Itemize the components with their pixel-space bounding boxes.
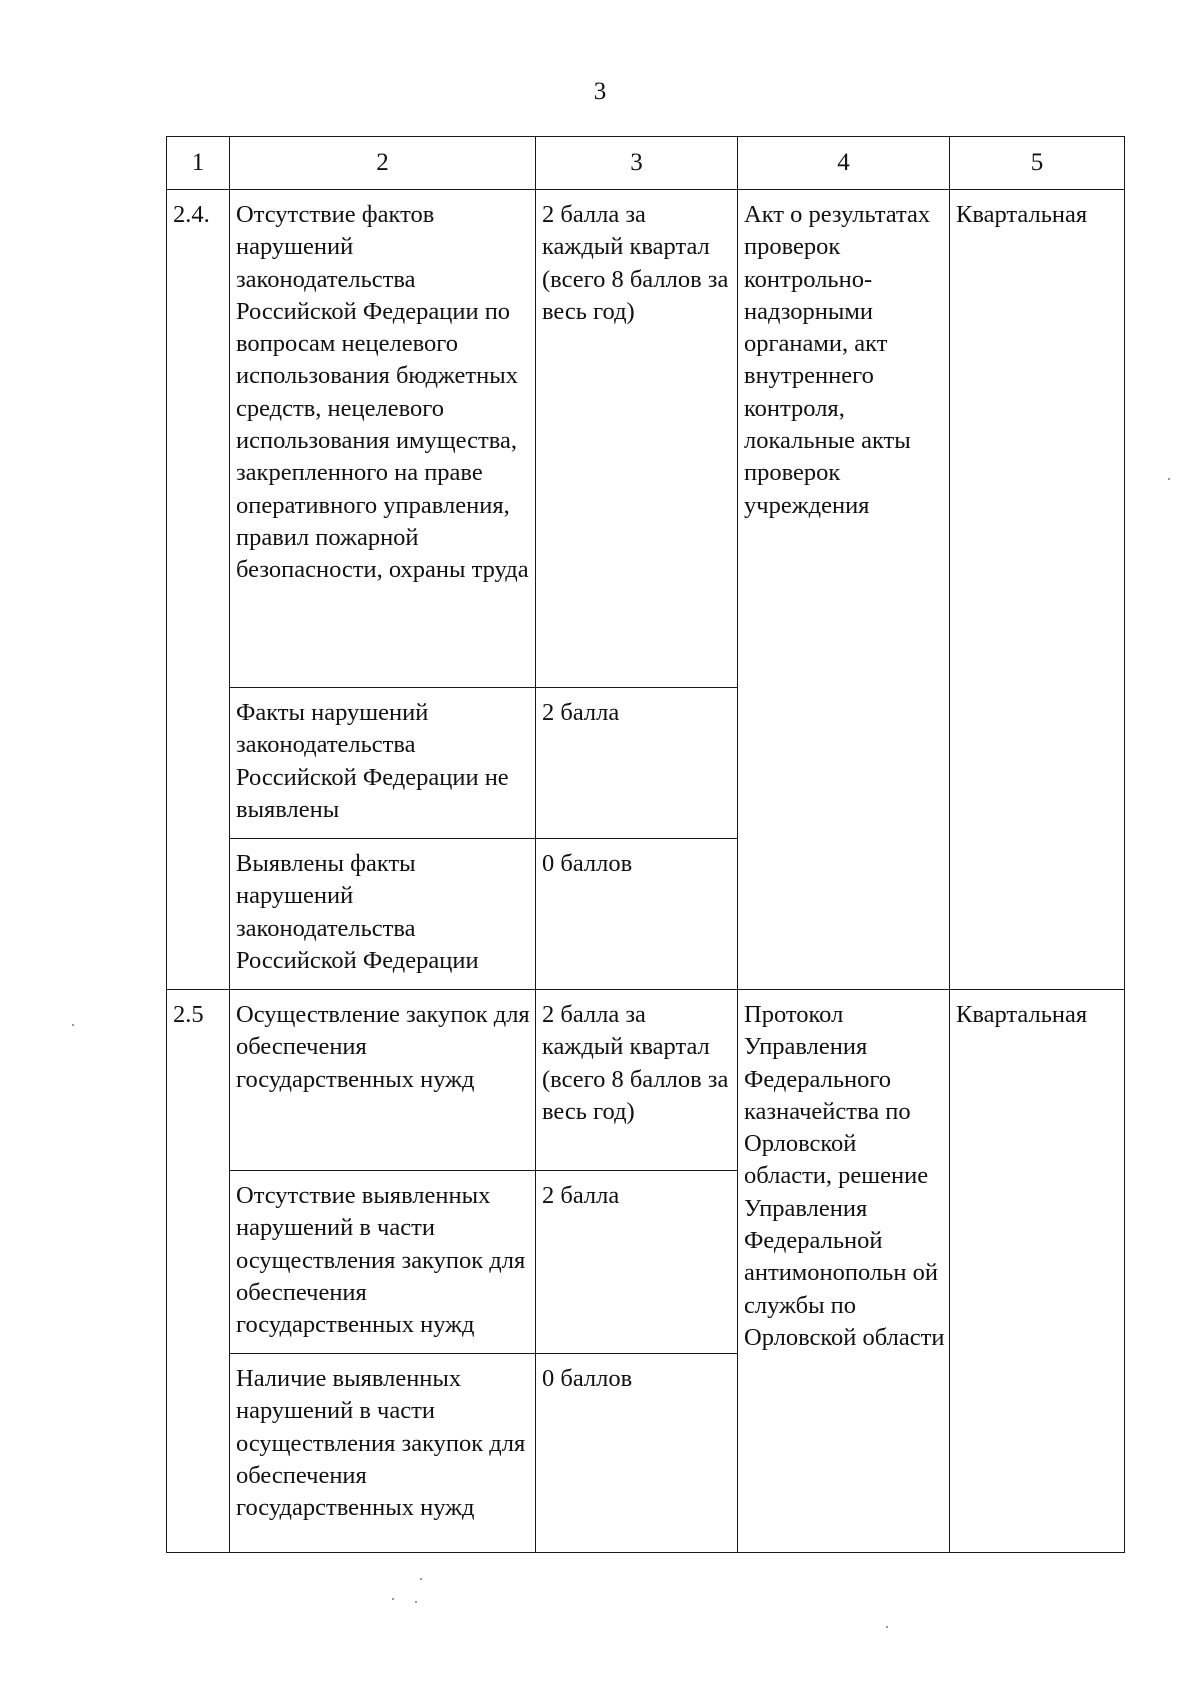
header-cell: 4	[738, 137, 950, 190]
table-row	[167, 990, 1125, 1171]
table-row	[167, 190, 1125, 688]
header-cell: 1	[167, 137, 230, 190]
points-cell: 2 балла за каждый квартал (всего 8 баллов за весь год)	[536, 990, 738, 1171]
scan-speck	[420, 1578, 422, 1580]
criterion-cell: Отсутствие фактов нарушений законодательства Российской Федерации по вопросам нецелевого использования бюджетных средств, нецелевого использования имущества, закрепленного на праве оперативного управления, правил пожарной безопасности, охраны труда	[230, 190, 536, 688]
scan-speck	[72, 1024, 74, 1026]
criterion-cell: Наличие выявленных нарушений в части осуществления закупок для обеспечения государственных нужд	[230, 1354, 536, 1553]
criterion-cell: Выявлены факты нарушений законодательства Российской Федерации	[230, 839, 536, 990]
scan-speck	[1168, 478, 1170, 480]
section-number: 2.4.	[167, 190, 230, 990]
periodicity-cell: Квартальная	[950, 190, 1125, 990]
section-number: 2.5	[167, 990, 230, 1553]
points-cell: 2 балла	[536, 688, 738, 839]
header-cell: 5	[950, 137, 1125, 190]
header-cell: 3	[536, 137, 738, 190]
scan-speck	[415, 1601, 417, 1603]
points-cell: 2 балла за каждый квартал (всего 8 баллов за весь год)	[536, 190, 738, 688]
scan-speck	[392, 1598, 394, 1600]
points-cell: 0 баллов	[536, 839, 738, 990]
source-cell: Акт о результатах проверок контрольно-надзорными органами, акт внутреннего контроля, локальные акты проверок учреждения	[738, 190, 950, 990]
points-cell: 2 балла	[536, 1171, 738, 1354]
points-cell: 0 баллов	[536, 1354, 738, 1553]
criteria-table	[166, 136, 1125, 1553]
page-number: 3	[593, 78, 607, 105]
criterion-cell: Факты нарушений законодательства Российской Федерации не выявлены	[230, 688, 536, 839]
table-header-row	[167, 137, 1125, 190]
header-cell: 2	[230, 137, 536, 190]
criterion-cell: Отсутствие выявленных нарушений в части осуществления закупок для обеспечения государственных нужд	[230, 1171, 536, 1354]
periodicity-cell: Квартальная	[950, 990, 1125, 1553]
scan-speck	[886, 1626, 888, 1628]
criterion-cell: Осуществление закупок для обеспечения государственных нужд	[230, 990, 536, 1171]
source-cell: Протокол Управления Федерального казначейства по Орловской области, решение Управления Федеральной антимонопольн ой службы по Орловской области	[738, 990, 950, 1553]
